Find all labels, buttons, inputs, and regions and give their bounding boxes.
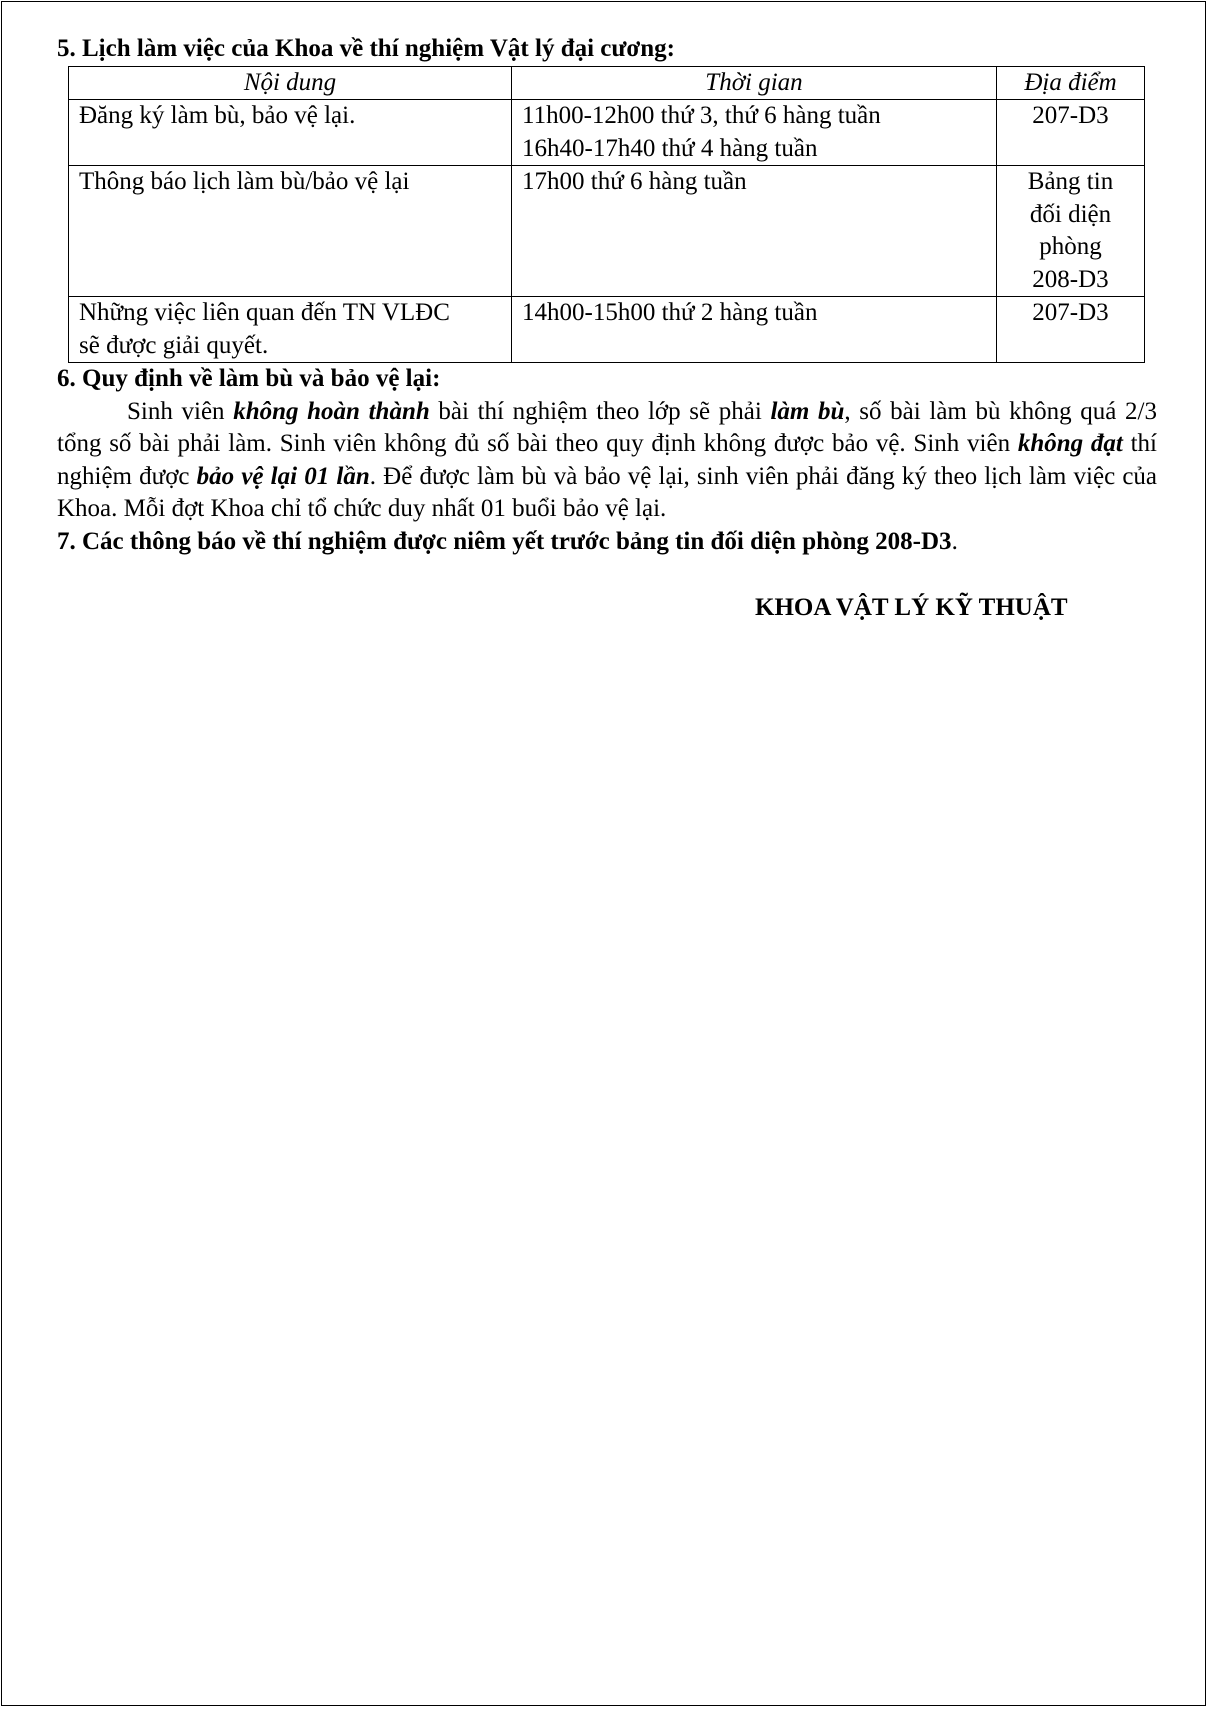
emphasis-run: bảo vệ lại 01 lần xyxy=(196,462,370,490)
cell-line: đối diện xyxy=(1029,200,1112,228)
table-header-row xyxy=(69,66,1145,100)
section-7-period: . xyxy=(951,527,958,555)
cell-content xyxy=(69,297,512,363)
emphasis-run: không hoàn thành xyxy=(233,397,430,425)
cell-time xyxy=(512,297,997,363)
section-6-paragraph xyxy=(57,396,1157,526)
cell-line: Đăng ký làm bù, bảo vệ lại. xyxy=(79,102,356,129)
text-run: . Để được làm bù và bảo vệ lại, sinh viên phải đăng ký theo lịch làm việc của Khoa. Mỗi đợt Khoa chỉ tổ chức duy nhất 01 buổi bảo vệ lại. xyxy=(57,462,1158,522)
cell-line: 208-D3 xyxy=(1032,265,1109,293)
header-time: Thời gian xyxy=(512,66,997,100)
section-6-heading: 6. Quy định về làm bù và bảo vệ lại: xyxy=(57,365,441,392)
cell-line: phòng xyxy=(1039,233,1102,260)
section-5-heading: 5. Lịch làm việc của Khoa về thí nghiệm Vật lý đại cương: xyxy=(57,35,675,62)
signature-block: KHOA VẬT LÝ KỸ THUẬT xyxy=(755,594,1068,621)
cell-line: Những việc liên quan đến TN VLĐC xyxy=(79,299,450,326)
text-run: , số bài làm bù không quá 2/3 tổng số bài phải làm. Sinh viên không đủ số bài theo quy định không được bảo vệ. Sinh viên xyxy=(57,397,1157,457)
table-row xyxy=(69,297,1145,363)
cell-line: Bảng tin xyxy=(1027,168,1114,195)
document-body xyxy=(57,33,1157,558)
emphasis-run: không đạt xyxy=(1017,430,1123,457)
text-run: thí nghiệm được xyxy=(57,430,1157,490)
table-row xyxy=(69,100,1145,166)
header-location: Địa điểm xyxy=(997,66,1145,100)
cell-location xyxy=(997,100,1145,166)
cell-location xyxy=(997,166,1145,297)
cell-location xyxy=(997,297,1145,363)
cell-time xyxy=(512,166,997,297)
cell-line: sẽ được giải quyết. xyxy=(79,331,269,359)
emphasis-run: làm bù xyxy=(770,397,845,425)
cell-content xyxy=(69,166,512,297)
cell-line: 16h40-17h40 thứ 4 hàng tuần xyxy=(522,134,818,162)
cell-content xyxy=(69,100,512,166)
section-7-heading xyxy=(57,526,1157,559)
schedule-table xyxy=(68,66,1145,364)
cell-line: 11h00-12h00 thứ 3, thứ 6 hàng tuần xyxy=(522,102,881,129)
document-page xyxy=(1,1,1206,1706)
cell-line: 207-D3 xyxy=(1032,102,1109,129)
cell-line: 14h00-15h00 thứ 2 hàng tuần xyxy=(522,299,818,326)
text-run: Sinh viên xyxy=(127,397,234,425)
cell-line: 17h00 thứ 6 hàng tuần xyxy=(522,168,747,195)
header-content: Nội dung xyxy=(69,66,512,100)
cell-line: 207-D3 xyxy=(1032,299,1109,326)
table-row xyxy=(69,166,1145,297)
cell-line: Thông báo lịch làm bù/bảo vệ lại xyxy=(79,168,410,195)
section-7-text: 7. Các thông báo về thí nghiệm được niêm yết trước bảng tin đối diện phòng 208-D3 xyxy=(57,527,952,555)
text-run: bài thí nghiệm theo lớp sẽ phải xyxy=(429,397,771,425)
cell-time xyxy=(512,100,997,166)
